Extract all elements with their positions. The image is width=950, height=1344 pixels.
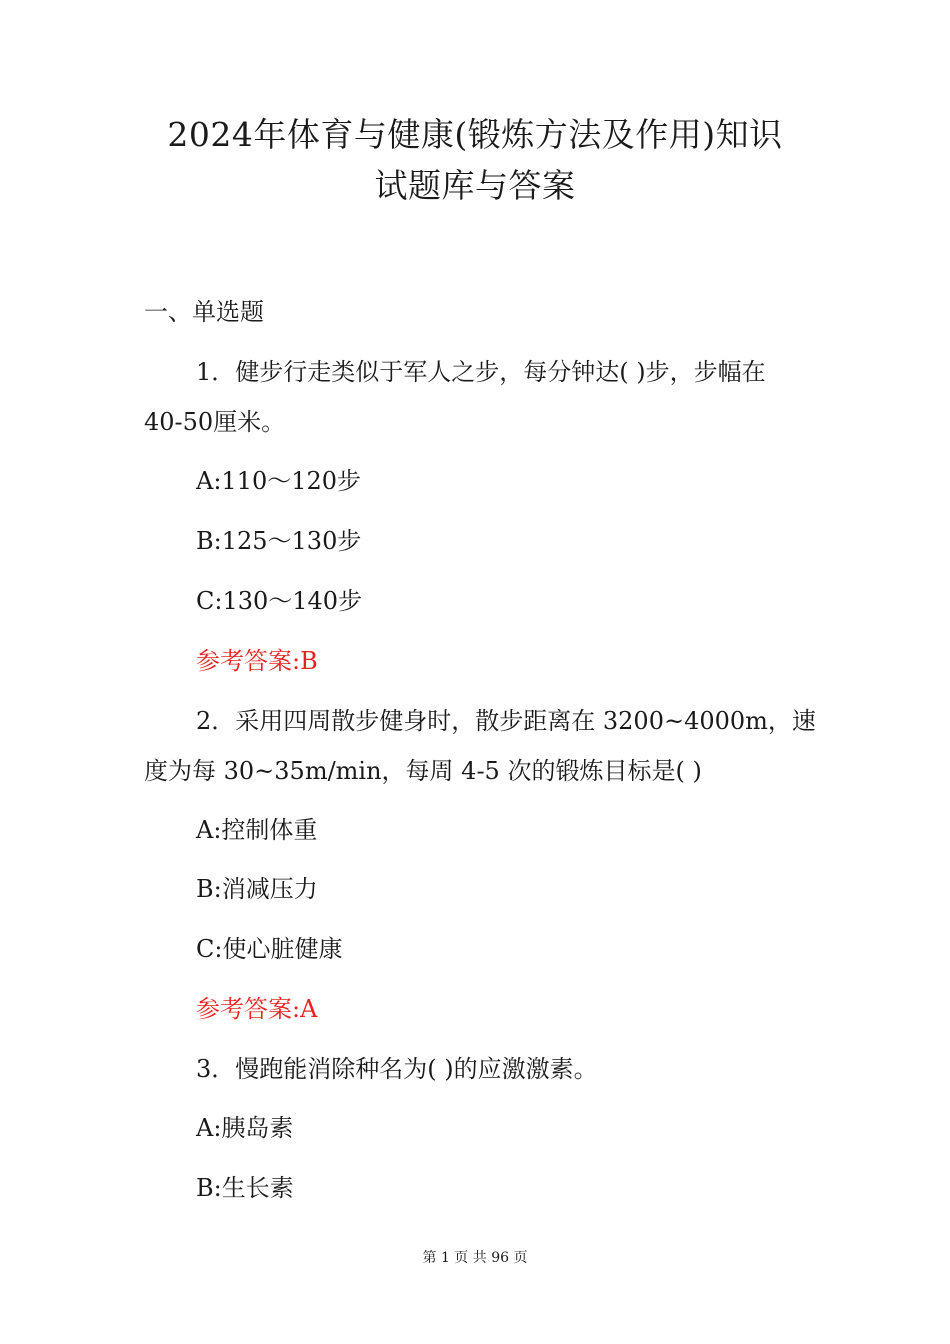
question-2-stem-line-2: 度为每 30~35m/min，每周 4-5 次的锻炼目标是( )	[144, 757, 702, 785]
question-2-option-b: B:消减压力	[196, 875, 318, 903]
question-3-option-a: A:胰岛素	[196, 1114, 294, 1142]
document-title-line-2: 试题库与答案	[374, 166, 576, 205]
question-1-answer: 参考答案:B	[196, 647, 318, 675]
question-1-option-c: C:130～140步	[196, 587, 363, 615]
document-title-line-1: 2024年体育与健康(锻炼方法及作用)知识	[167, 115, 783, 154]
question-3-option-b: B:生长素	[196, 1174, 294, 1202]
question-1-stem-line-1: 1．健步行走类似于军人之步，每分钟达( )步，步幅在	[196, 358, 766, 386]
question-1-stem-line-2: 40-50厘米。	[144, 408, 286, 436]
question-2-option-c: C:使心脏健康	[196, 935, 343, 963]
question-1-option-a: A:110～120步	[196, 467, 362, 495]
question-2-stem-line-1: 2．采用四周散步健身时，散步距离在 3200~4000m，速	[196, 707, 816, 735]
question-2-answer: 参考答案:A	[196, 995, 318, 1023]
question-1-option-b: B:125～130步	[196, 527, 362, 555]
question-3-stem-line-1: 3．慢跑能消除种名为( )的应激激素。	[196, 1055, 598, 1083]
question-2-option-a: A:控制体重	[196, 816, 318, 844]
section-heading: 一、单选题	[144, 298, 264, 326]
page-footer: 第 1 页 共 96 页	[422, 1250, 528, 1266]
